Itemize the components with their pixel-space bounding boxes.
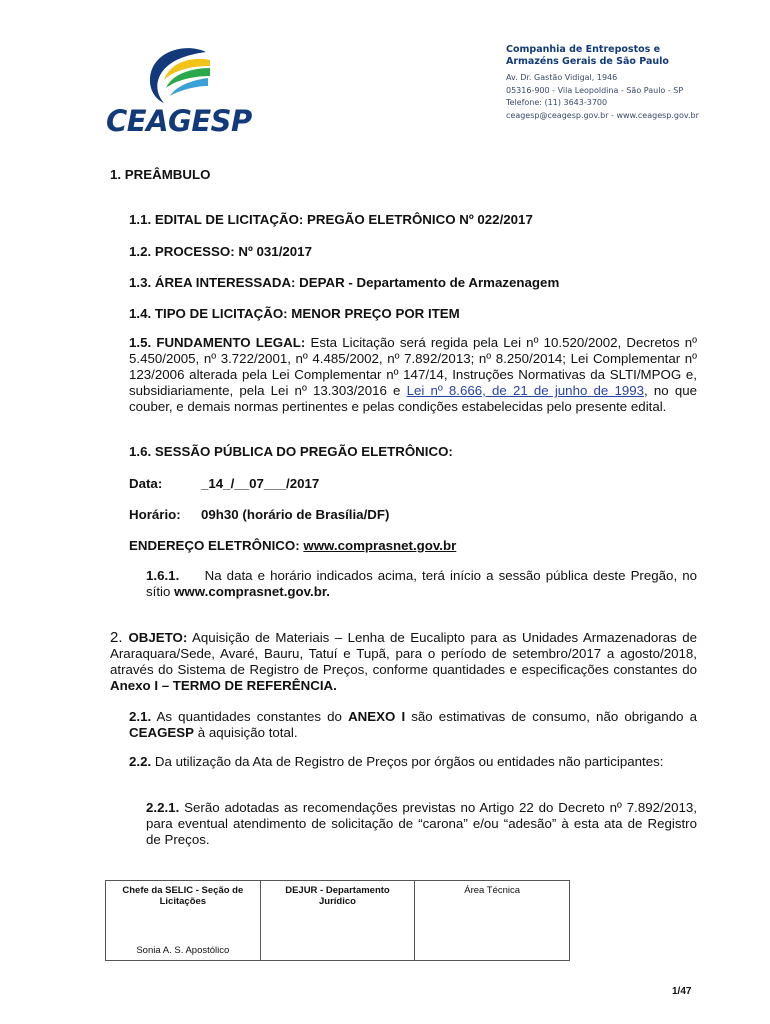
- section-1-5: [129, 335, 697, 415]
- session-address: [129, 538, 456, 554]
- section-2-annex: Anexo I – TERMO DE REFERÊNCIA.: [110, 678, 337, 693]
- signature-col1-signer: Sonia A. S. Apostólico: [136, 945, 230, 956]
- logo-wordmark: CEAGESP: [106, 104, 252, 138]
- signature-col3-title: Área Técnica: [464, 885, 521, 896]
- section-1-1: 1.1. EDITAL DE LICITAÇÃO: PREGÃO ELETRÔNICO Nº 022/2017: [129, 212, 533, 227]
- section-2-1-text-c: à aquisição total.: [194, 725, 298, 740]
- section-2-text: Aquisição de Materiais – Lenha de Eucalipto para as Unidades Armazenadoras de Araraquara/Sede, Avaré, Bauru, Tatuí e Tupã, para o período de setembro/2017 a agosto/2018, através do Sistema de Registro de Preços, conforme quantidades e especificações constantes do: [110, 630, 697, 677]
- company-address-line2: 05316-900 - Vila Leopoldina - São Paulo - SP: [506, 85, 684, 95]
- company-address-line1: Av. Dr. Gastão Vidigal, 1946: [506, 73, 618, 82]
- ceagesp-logo: [106, 46, 256, 136]
- signature-cell-area-tecnica: [415, 881, 570, 961]
- section-2-1-text-a: As quantidades constantes do: [151, 709, 349, 724]
- section-1-6-1-site: www.comprasnet.gov.br.: [174, 584, 330, 599]
- section-1-5-label: 1.5. FUNDAMENTO LEGAL:: [129, 335, 306, 350]
- section-1-6-1: [146, 568, 701, 600]
- company-name-line2: Armazéns Gerais de São Paulo: [506, 56, 669, 67]
- company-email-web: ceagesp@ceagesp.gov.br - www.ceagesp.gov.br: [506, 110, 699, 120]
- company-info: [506, 44, 706, 122]
- signature-cell-dejur: [260, 881, 415, 961]
- signature-cell-selic: [106, 881, 261, 961]
- session-date-label: Data:: [129, 476, 163, 491]
- section-2-objeto: [110, 630, 697, 694]
- company-name-line1: Companhia de Entrepostos e: [506, 44, 661, 55]
- section-2-number: 2.: [110, 629, 129, 646]
- section-1-3: 1.3. ÁREA INTERESSADA: DEPAR - Departamento de Armazenagem: [129, 275, 560, 290]
- section-2-2-label: 2.2.: [129, 754, 152, 769]
- section-2-2: [129, 754, 697, 770]
- section-1-5-text-b: , no que couber, e demais normas pertinentes e pelas condições estabelecidas pelo presente edital.: [129, 383, 697, 414]
- ceagesp-emblem-icon: [144, 46, 214, 104]
- session-date-value: _14_/__07___/2017: [201, 476, 320, 491]
- section-1-title: 1. PREÂMBULO: [110, 167, 211, 182]
- section-2-1: [129, 709, 697, 741]
- signature-col1-title: Chefe da SELIC - Seção de Licitações: [122, 885, 244, 907]
- company-phone: Telefone: (11) 3643-3700: [506, 98, 608, 107]
- section-2-2-1-label: 2.2.1.: [146, 800, 180, 815]
- page-number: 1/47: [672, 986, 692, 997]
- section-2-1-company: CEAGESP: [129, 725, 195, 740]
- section-2-1-annex: ANEXO I: [348, 709, 406, 724]
- signature-table: [105, 880, 570, 961]
- section-1-6-1-text: Na data e horário indicados acima, terá início a sessão pública deste Pregão, no sítio: [146, 568, 701, 599]
- section-2-2-text: Da utilização da Ata de Registro de Preços por órgãos ou entidades não participantes:: [151, 754, 664, 769]
- session-address-label: ENDEREÇO ELETRÔNICO:: [129, 538, 304, 553]
- section-2-2-1: [146, 800, 697, 848]
- law-8666-link[interactable]: Lei nº 8.666, de 21 de junho de 1993: [406, 383, 645, 398]
- signature-col2-title: DEJUR - Departamento Jurídico: [285, 885, 390, 907]
- section-1-4: 1.4. TIPO DE LICITAÇÃO: MENOR PREÇO POR ITEM: [129, 306, 460, 321]
- section-1-6: 1.6. SESSÃO PÚBLICA DO PREGÃO ELETRÔNICO:: [129, 444, 453, 459]
- session-time-value: 09h30 (horário de Brasília/DF): [201, 507, 390, 522]
- section-2-2-1-text: Serão adotadas as recomendações previstas no Artigo 22 do Decreto nº 7.892/2013, para eventual atendimento de solicitação de “carona” e/ou “adesão” à esta ata de Registro de Preços.: [146, 800, 697, 847]
- session-time-label: Horário:: [129, 507, 181, 522]
- section-2-1-text-b: são estimativas de consumo, não obrigando a: [405, 709, 697, 724]
- section-1-5-text-a: Esta Licitação será regida pela Lei nº 10.520/2002, Decretos nº 5.450/2005, nº 3.722/2001, nº 4.485/2002, nº 7.892/2013; nº 8.250/2014; Lei Complementar nº 123/2006 alterada pela Lei Complementar nº 147/14, Instruções Normativas da SLTI/MPOG e, subsidiariamente, pela Lei nº 13.303/2016 e: [129, 335, 697, 398]
- section-2-1-label: 2.1.: [129, 709, 152, 724]
- section-1-6-1-label: 1.6.1.: [146, 568, 180, 583]
- section-2-label: OBJETO:: [128, 630, 188, 645]
- section-1-2: 1.2. PROCESSO: Nº 031/2017: [129, 244, 312, 259]
- comprasnet-link[interactable]: www.comprasnet.gov.br: [303, 538, 457, 553]
